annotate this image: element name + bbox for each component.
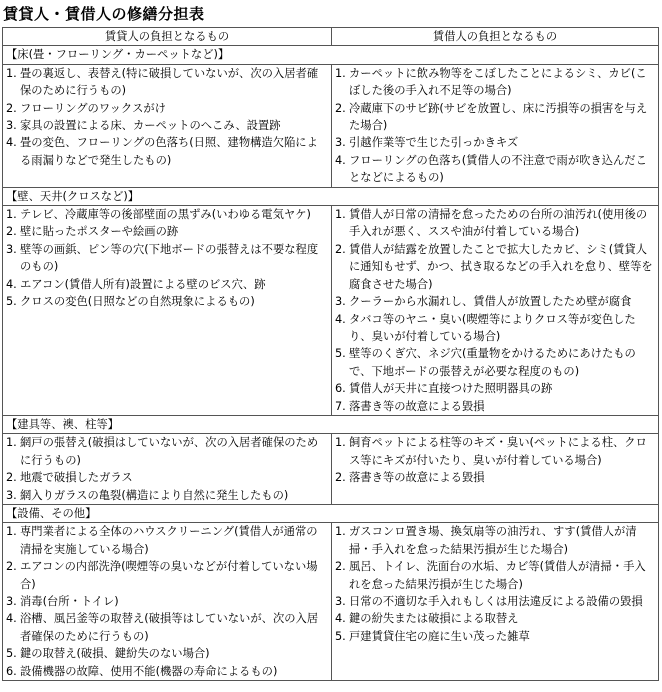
section-items-row — [3, 523, 659, 681]
section-items-row — [3, 434, 659, 505]
item-number: 4. — [335, 612, 346, 626]
item-text: 風呂、トイレ、洗面台の水垢、カビ等(賃借人が清掃・手入れを怠った結果汚損が生じた場合) — [349, 560, 646, 591]
list-item — [6, 663, 328, 680]
section-heading-row — [3, 187, 659, 205]
item-number: 1. — [6, 525, 17, 539]
item-text: 引越作業等で生じた引っかきキズ — [349, 136, 519, 150]
landlord-item-list — [6, 206, 328, 310]
item-number: 1. — [335, 66, 346, 80]
section-heading: 【設備、その他】 — [3, 504, 659, 522]
item-number: 4. — [6, 612, 17, 626]
list-item — [335, 380, 655, 397]
item-number: 3. — [6, 488, 17, 502]
list-item — [6, 487, 328, 504]
item-number: 1. — [335, 208, 346, 222]
item-text: フローリングのワックスがけ — [20, 101, 166, 115]
item-text: 設備機器の故障、使用不能(機器の寿命によるもの) — [20, 664, 278, 678]
list-item — [335, 345, 655, 380]
table-body — [3, 46, 659, 681]
section-heading-row — [3, 504, 659, 522]
item-text: 飼育ペットによる柱等のキズ・臭い(ペットによる柱、クロス等にキズが付いたり、臭いが付着している場合) — [349, 436, 647, 467]
tenant-cell — [332, 64, 659, 187]
section-heading: 【壁、天井(クロスなど)】 — [3, 187, 659, 205]
item-text: 専門業者による全体のハウスクリーニング(賃借人が通常の清掃を実施している場合) — [20, 525, 318, 556]
landlord-column-header: 賃貸人の負担となるもの — [3, 28, 332, 46]
list-item — [335, 593, 655, 610]
list-item — [335, 206, 655, 241]
section-heading-row — [3, 415, 659, 433]
item-text: 網入りガラスの亀裂(構造により自然に発生したもの) — [20, 488, 289, 502]
item-text: 地震で破損したガラス — [20, 471, 133, 485]
section-heading: 【床(畳・フローリング・カーペットなど)】 — [3, 46, 659, 64]
list-item — [335, 65, 655, 100]
item-text: 賃借人が結露を放置したことで拡大したカビ、シミ(賃貸人に通知もせず、かつ、拭き取るなどの手入れを怠り、壁等を腐食させた場合) — [349, 242, 653, 291]
item-number: 2. — [335, 471, 346, 485]
item-number: 5. — [6, 647, 17, 661]
item-number: 1. — [335, 525, 346, 539]
item-text: フローリングの色落ち(賃借人の不注意で雨が吹き込んだことなどによるもの) — [349, 153, 647, 185]
landlord-item-list — [6, 65, 328, 169]
item-text: 畳の裏返し、表替え(特に破損していないが、次の入居者確保のために行うもの) — [20, 66, 319, 98]
tenant-cell — [332, 434, 659, 505]
list-item — [335, 434, 655, 469]
item-text: 賃借人が天井に直接つけた照明器具の跡 — [349, 382, 553, 396]
item-number: 3. — [6, 242, 17, 256]
item-number: 2. — [6, 225, 17, 239]
tenant-item-list — [335, 523, 655, 645]
item-number: 1. — [335, 436, 346, 450]
tenant-cell — [332, 523, 659, 681]
list-item — [335, 311, 655, 346]
list-item — [6, 610, 328, 645]
item-text: エアコン(賃借人所有)設置による壁のビス穴、跡 — [20, 277, 266, 291]
section-items-row — [3, 206, 659, 416]
item-number: 6. — [6, 664, 17, 678]
list-item — [6, 645, 328, 662]
section-items-row — [3, 64, 659, 187]
item-text: ガスコンロ置き場、換気扇等の油汚れ、すす(賃借人が清掃・手入れを怠った結果汚損が生じた場合) — [349, 525, 637, 556]
item-number: 2. — [335, 560, 346, 574]
item-text: タバコ等のヤニ・臭い(喫煙等によりクロス等が変色したり、臭いが付着している場合) — [349, 312, 636, 343]
item-number: 3. — [335, 595, 346, 608]
list-item — [335, 558, 655, 593]
item-number: 4. — [335, 153, 346, 167]
item-text: 鍵の紛失または破損による取替え — [349, 612, 519, 626]
item-number: 2. — [335, 242, 346, 256]
list-item — [6, 434, 328, 469]
list-item — [335, 398, 655, 415]
item-text: カーペットに飲み物等をこぼしたことによるシミ、カビ(こぼした後の手入れ不足等の場合) — [349, 66, 647, 98]
item-number: 3. — [6, 595, 17, 608]
item-number: 2. — [6, 101, 17, 115]
item-text: テレビ、冷蔵庫等の後部壁面の黒ずみ(いわゆる電気ヤケ) — [20, 208, 311, 222]
list-item — [6, 558, 328, 593]
landlord-item-list — [6, 434, 328, 504]
tenant-item-list — [335, 65, 655, 187]
tenant-item-list — [335, 206, 655, 415]
item-number: 5. — [335, 629, 346, 643]
tenant-item-list — [335, 434, 655, 486]
item-text: 落書き等の故意による毀損 — [349, 471, 485, 485]
item-text: 落書き等の故意による毀損 — [349, 399, 485, 413]
item-number: 3. — [6, 119, 17, 133]
item-text: 鍵の取替え(破損、鍵紛失のない場合) — [20, 647, 210, 661]
list-item — [6, 100, 328, 117]
list-item — [335, 469, 655, 486]
list-item — [335, 610, 655, 627]
section-heading-row — [3, 46, 659, 64]
list-item — [6, 223, 328, 240]
item-text: 浴槽、風呂釜等の取替え(破損等はしていないが、次の入居者確保のために行うもの) — [20, 612, 319, 643]
item-text: 家具の設置による床、カーペットのへこみ、設置跡 — [20, 119, 281, 133]
item-number: 2. — [6, 471, 17, 485]
item-text: 畳の変色、フローリングの色落ち(日照、建物構造欠陥による雨漏りなどで発生したもの) — [20, 136, 318, 167]
item-text: 賃借人が日常の清掃を怠ったための台所の油汚れ(使用後の手入れが悪く、ススや油が付着している場合) — [349, 208, 648, 239]
tenant-column-header: 賃借人の負担となるもの — [332, 28, 659, 46]
list-item — [335, 241, 655, 293]
item-number: 6. — [335, 382, 346, 396]
tenant-cell — [332, 206, 659, 416]
list-item — [6, 293, 328, 310]
item-number: 1. — [6, 66, 17, 80]
item-number: 2. — [335, 101, 346, 115]
list-item — [6, 593, 328, 610]
table-header-row — [3, 28, 659, 46]
item-text: エアコンの内部洗浄(喫煙等の臭いなどが付着していない場合) — [20, 560, 318, 591]
item-number: 4. — [6, 277, 17, 291]
list-item — [6, 276, 328, 293]
item-text: 戸建賃貸住宅の庭に生い茂った雑草 — [349, 629, 530, 643]
list-item — [335, 293, 655, 310]
item-text: 冷蔵庫下のサビ跡(サビを放置し、床に汚損等の損害を与えた場合) — [349, 101, 648, 133]
landlord-item-list — [6, 523, 328, 680]
item-number: 3. — [335, 136, 346, 150]
item-text: 壁等のくぎ穴、ネジ穴(重量物をかけるためにあけたもので、下地ボードの張替えが必要な程度のもの) — [349, 347, 636, 378]
item-text: 壁等の画鋲、ピン等の穴(下地ボードの張替えは不要な程度のもの) — [20, 242, 319, 274]
item-number: 4. — [6, 136, 17, 150]
list-item — [6, 65, 328, 100]
list-item — [6, 469, 328, 486]
repair-responsibility-table — [2, 27, 659, 681]
item-number: 3. — [335, 295, 346, 309]
list-item — [335, 152, 655, 187]
item-text: クロスの変色(日照などの自然現象によるもの) — [20, 295, 255, 309]
item-text: 壁に貼ったポスターや絵画の跡 — [20, 225, 179, 239]
list-item — [335, 523, 655, 558]
item-number: 5. — [335, 347, 346, 361]
list-item — [6, 523, 328, 558]
section-heading: 【建具等、襖、柱等】 — [3, 415, 659, 433]
list-item — [6, 206, 328, 223]
list-item — [6, 241, 328, 276]
item-number: 7. — [335, 399, 346, 413]
item-number: 2. — [6, 560, 17, 574]
list-item — [6, 134, 328, 169]
item-text: 網戸の張替え(破損はしていないが、次の入居者確保のために行うもの) — [20, 436, 319, 467]
landlord-cell — [3, 206, 332, 416]
list-item — [6, 117, 328, 134]
landlord-cell — [3, 64, 332, 187]
list-item — [335, 100, 655, 135]
item-text: 日常の不適切な手入れもしくは用法違反による設備の毀損 — [349, 595, 643, 608]
page-title: 賃貸人・賃借人の修繕分担表 — [3, 5, 205, 23]
list-item — [335, 134, 655, 151]
list-item — [335, 628, 655, 645]
item-number: 4. — [335, 312, 346, 326]
item-text: クーラーから水漏れし、賃借人が放置したため壁が腐食 — [349, 295, 632, 309]
item-number: 1. — [6, 436, 17, 450]
landlord-cell — [3, 434, 332, 505]
landlord-cell — [3, 523, 332, 681]
item-text: 消毒(台所・トイレ) — [20, 595, 119, 608]
item-number: 1. — [6, 208, 17, 222]
item-number: 5. — [6, 295, 17, 309]
